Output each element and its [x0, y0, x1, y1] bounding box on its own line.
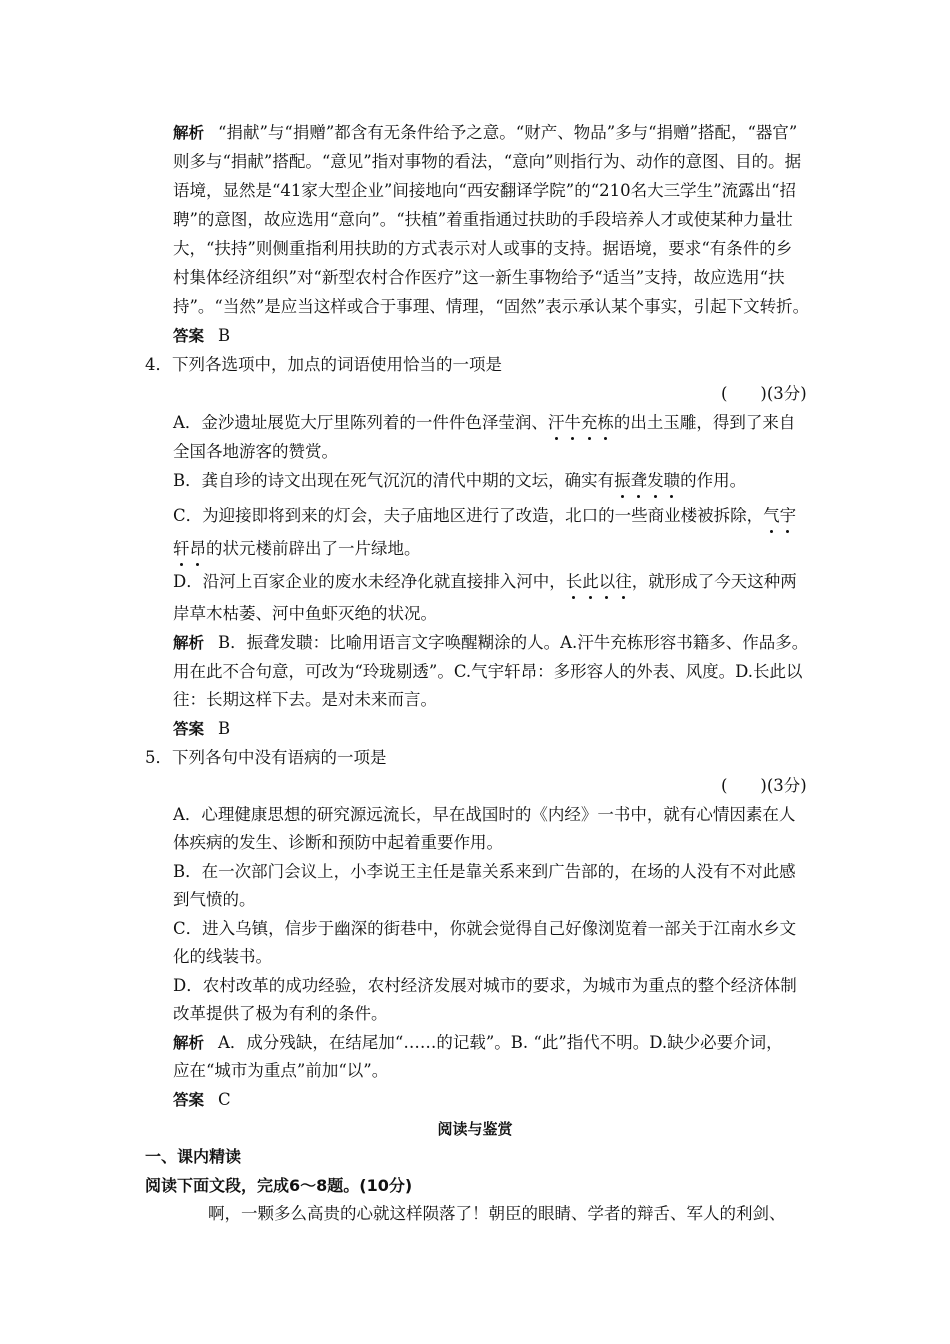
answer-5 [173, 1089, 231, 1111]
emphasis-dot-char: 宇 [779, 506, 797, 525]
q4-option-b: B．龚自珍的诗文出现在死气沉沉的清代中期的文坛，确实有振聋发聩的作用。 [173, 471, 747, 490]
q5-analysis-line-1: 解析 A．成分残缺，在结尾加“……的记载”。B. “此”指代不明。D.缺少必要介词， [173, 1033, 783, 1052]
emphasis-dot-char: 充 [580, 413, 598, 432]
q4-analysis-line-2: 用在此不合句意，可改为“玲珑剔透”。C.气宇轩昂：多形容人的外表、风度。D.长此以 [173, 662, 803, 681]
emphasis-dot-char: 聩 [663, 471, 681, 490]
dotted-phrase-c2 [173, 539, 206, 558]
answer-label: 答案 [173, 1091, 205, 1109]
emphasis-dot-char: 昂 [189, 539, 206, 558]
emphasis-dot-char: 以 [598, 572, 616, 591]
answer-value: B [218, 719, 231, 738]
section-part-heading: 一、课内精读 [145, 1147, 242, 1166]
emphasis-dot-char: 轩 [173, 539, 190, 558]
q4-analysis-line-1: 解析 B．振聋发聩：比喻用语言文字唤醒糊涂的人。A.汗牛充栋形容书籍多、作品多。 [173, 633, 809, 652]
q4-option-a-line-1: A．金沙遗址展览大厅里陈列着的一件件色泽莹润、汗牛充栋的出土玉雕，得到了来自 [173, 413, 796, 432]
q5-option-c-line-1: C．进入乌镇，信步于幽深的街巷中，你就会觉得自己好像浏览着一部关于江南水乡文 [173, 919, 797, 938]
q4-option-d-line-1: D．沿河上百家企业的废水未经净化就直接排入河中，长此以往，就形成了今天这种两 [173, 572, 797, 591]
emphasis-dot-char: 长 [565, 572, 583, 591]
answer-label: 答案 [173, 327, 205, 345]
analysis-label: 解析 [173, 634, 205, 652]
analysis-3-line-7: 持”。“当然”是应当这样或合于事理、情理，“固然”表示承认某个事实，引起下文转折。 [173, 297, 810, 316]
analysis-3-line-4: 聘”的意图，故应选用“意向”。“扶植”着重指通过扶助的手段培养人才或使某种力量壮 [173, 210, 793, 229]
dotted-phrase-b [614, 471, 680, 490]
emphasis-dot-char: 往 [615, 572, 632, 591]
q5-option-d-line-2: 改革提供了极为有利的条件。 [173, 1004, 388, 1023]
q5-option-d-line-1: D．农村改革的成功经验，农村经济发展对城市的要求，为城市为重点的整个经济体制 [173, 976, 797, 995]
q5-analysis-line-2: 应在“城市为重点”前加“以”。 [173, 1061, 389, 1080]
answer-label: 答案 [173, 720, 205, 738]
emphasis-dot-char: 气 [763, 506, 780, 525]
q4-option-c-line-2: 轩昂的状元楼前辟出了一片绿地。 [173, 539, 421, 558]
emphasis-dot-char: 聋 [630, 471, 648, 490]
emphasis-dot-char: 发 [647, 471, 664, 490]
emphasis-dot-char: 此 [582, 572, 599, 591]
analysis-3-line-6: 村集体经济组织”对“新型农村合作医疗”这一新生事物给予“适当”支持，故应选用“扶 [173, 268, 785, 287]
section-title: 阅读与鉴赏 [437, 1120, 513, 1138]
reading-instruction: 阅读下面文段，完成6～8题。(10分) [145, 1176, 413, 1195]
q4-option-d-line-2: 岸草木枯萎、河中鱼虾灭绝的状况。 [173, 604, 437, 623]
dotted-phrase-c1 [763, 506, 796, 525]
q4-option-c-line-1: C．为迎接即将到来的灯会，夫子庙地区进行了改造，北口的一些商业楼被拆除，气宇 [173, 506, 797, 525]
answer-3 [173, 325, 230, 347]
answer-value: B [218, 326, 231, 345]
question-4-stem: 4．下列各选项中，加点的词语使用恰当的一项是 [145, 355, 502, 374]
dotted-phrase-d [566, 572, 632, 591]
analysis-3-line-1: 解析 “捐献”与“捐赠”都含有无条件给予之意。“财产、物品”多与“捐赠”搭配，“器官” [173, 123, 798, 142]
emphasis-dot-char: 振 [614, 471, 631, 490]
analysis-3-line-5: 大，“扶持”则侧重指利用扶助的方式表示对人或事的支持。据语境，要求“有条件的乡 [173, 239, 793, 258]
question-4-score: ( )(3分) [721, 384, 807, 403]
q5-option-c-line-2: 化的线装书。 [173, 947, 272, 966]
emphasis-dot-char: 牛 [564, 413, 581, 432]
q5-option-a-line-1: A．心理健康思想的研究源远流长，早在战国时的《内经》一书中，就有心情因素在人 [173, 805, 796, 824]
answer-value: C [218, 1090, 231, 1109]
answer-4 [173, 718, 230, 740]
analysis-label: 解析 [173, 1034, 205, 1052]
q5-option-a-line-2: 体疾病的发生、诊断和预防中起着重要作用。 [173, 833, 503, 852]
question-5-score: ( )(3分) [721, 776, 807, 795]
q4-analysis-line-3: 往：长期这样下去。是对未来而言。 [173, 690, 437, 709]
q4-option-a-line-2: 全国各地游客的赞赏。 [173, 442, 338, 461]
analysis-3-line-2: 则多与“捐献”搭配。“意见”指对事物的看法，“意向”则指行为、动作的意图、目的。据 [173, 152, 802, 171]
dotted-phrase-a [548, 413, 614, 432]
analysis-label: 解析 [173, 124, 205, 142]
q5-option-b-line-1: B．在一次部门会议上，小李说王主任是靠关系来到广告部的，在场的人没有不对此感 [173, 862, 796, 881]
analysis-3-line-3: 语境，显然是“41家大型企业”间接地向“西安翻译学院”的“210名大三学生”流露出“招 [173, 181, 797, 200]
passage-line-1: 啊，一颗多么高贵的心就这样陨落了！朝臣的眼睛、学者的辩舌、军人的利剑、 [208, 1204, 786, 1223]
question-5-stem: 5．下列各句中没有语病的一项是 [145, 748, 387, 767]
q5-option-b-line-2: 到气愤的。 [173, 890, 256, 909]
emphasis-dot-char: 汗 [547, 413, 565, 432]
emphasis-dot-char: 栋 [597, 413, 614, 432]
